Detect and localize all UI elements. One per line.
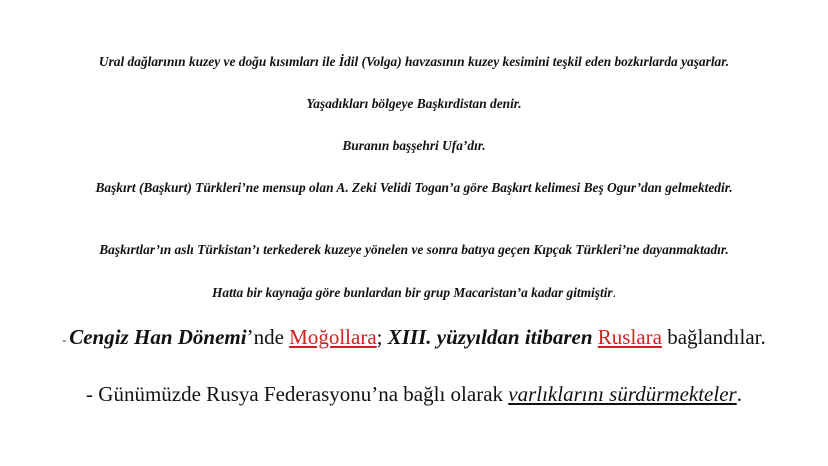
paragraph-ufa: Buranın başşehri Ufa’dır. [342,138,486,153]
bullet-text-end: bağlandılar. [661,325,766,349]
bullet-separator: ; [376,325,388,349]
varliklarini-underlined: varlıklarını sürdürmekteler [508,382,737,406]
paragraph-macaristan-text: Hatta bir kaynağa göre bunlardan bir grup Macaristan’a kadar gitmiştir [211,285,613,300]
paragraph-togan: Başkırt (Başkurt) Türkleri’ne mensup olan A. Zeki Velidi Togan’a göre Başkırt kelimesi Beş Ogur’dan gelmektedir. [95,180,733,195]
paragraph-macaristan [4,283,824,303]
ruslara-link: Ruslara [597,325,662,349]
paragraph-macaristan-dot: . [612,285,617,300]
paragraph-ural-regions: Ural dağlarının kuzey ve doğu kısımları ile İdil (Volga) havzasının kuzey kesimini teşkil eden bozkırlarda yaşarlar. [98,54,730,69]
gunumuzde-end: . [736,382,742,406]
paragraph-baskirdistan: Yaşadıkları bölgeye Başkırdistan denir. [306,96,522,111]
bullet-cengiz-han [0,322,828,355]
century-period: XIII. yüzyıldan itibaren [387,325,593,349]
bullet-text-suffix: ’nde [246,325,290,349]
gunumuzde-text: - Günümüzde Rusya Federasyonu’na bağlı olarak [86,382,509,406]
cengiz-han-period: Cengiz Han Dönemi [69,325,247,349]
bullet-gunumuzde [0,379,828,409]
paragraph-kipcak-origin: Başkırtlar’ın aslı Türkistan’ı terkederek kuzeye yönelen ve sonra batıya geçen Kıpçak Türkleri’ne dayanmaktadır. [99,242,729,257]
bullet-dash: - [62,333,70,347]
mogollara-link: Moğollara [289,325,377,349]
